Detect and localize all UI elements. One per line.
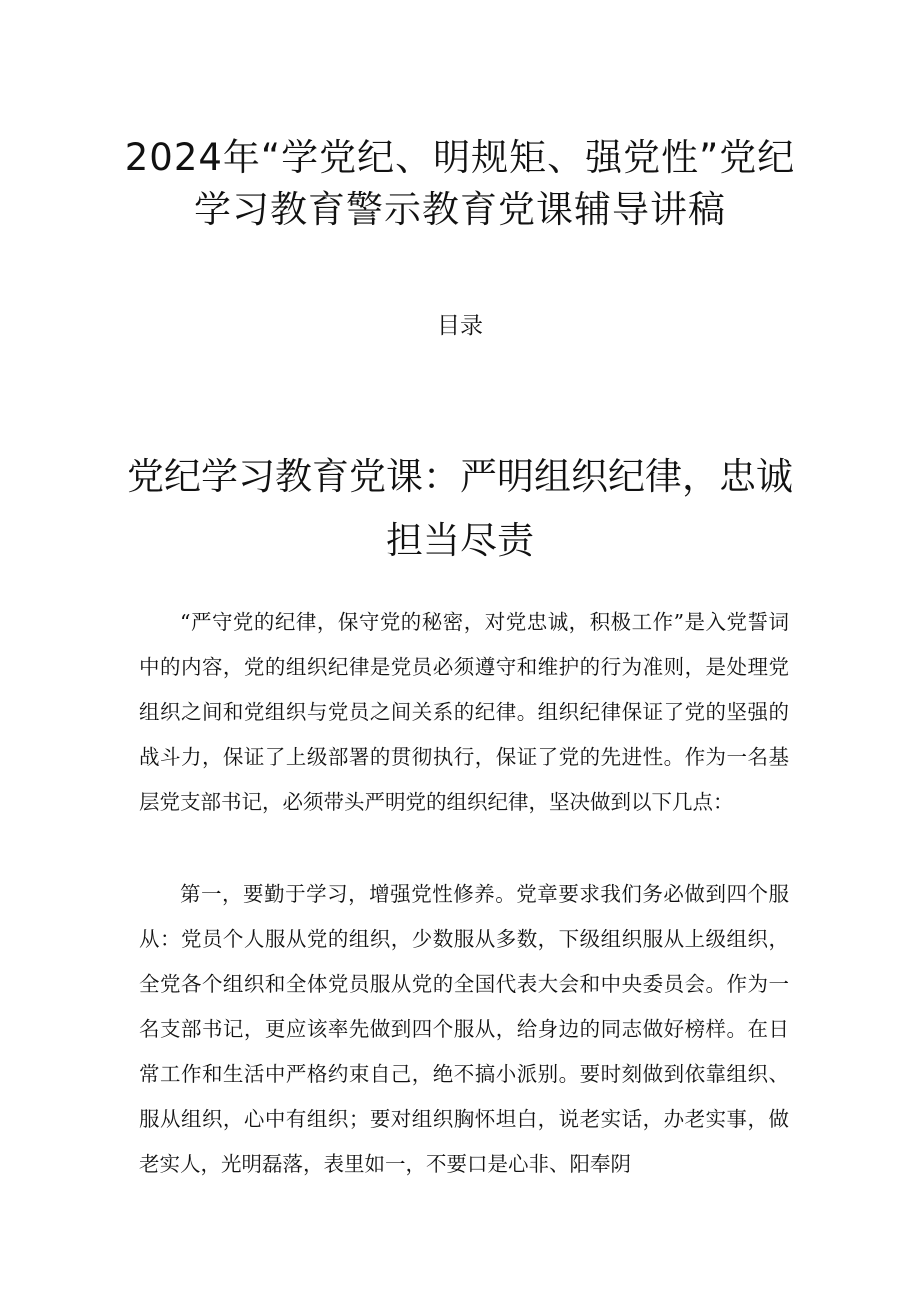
body-paragraph-2: 第一，要勤于学习，增强党性修养。党章要求我们务必做到四个服从：党员个人服从党的组织，少数服从多数，下级组织服从上级组织，全党各个组织和全体党员服从党的全国代表大会和中央委员会。作为一名支部书记，更应该率先做到四个服从，给身边的同志做好榜样。在日常工作和生活中严格约束自己，绝不搞小派别。要时刻做到依靠组织、服从组织，心中有组织；要对组织胸怀坦白，说老实话，办老实事，做老实人，光明磊落，表里如一，不要口是心非、阳奉阴 [139, 882, 789, 1176]
toc-heading: 目录 [437, 313, 483, 339]
section-title-line-1: 党纪学习教育党课：严明组织纪律，忠诚 [127, 455, 793, 498]
document-title-line-2: 学习教育警示教育党课辅导讲稿 [194, 188, 726, 231]
document-title-line-1: 2024年“学党纪、明规矩、强党性”党纪 [124, 136, 796, 179]
section-title-line-2: 担当尽责 [386, 519, 534, 562]
body-paragraph-1: “严守党的纪律，保守党的秘密，对党忠诚，积极工作”是入党誓词中的内容，党的组织纪律是党员必须遵守和维护的行为准则，是处理党组织之间和党组织与党员之间关系的纪律。组织纪律保证了党的坚强的战斗力，保证了上级部署的贯彻执行，保证了党的先进性。作为一名基层党支部书记，必须带头严明党的组织纪律，坚决做到以下几点： [139, 610, 789, 814]
